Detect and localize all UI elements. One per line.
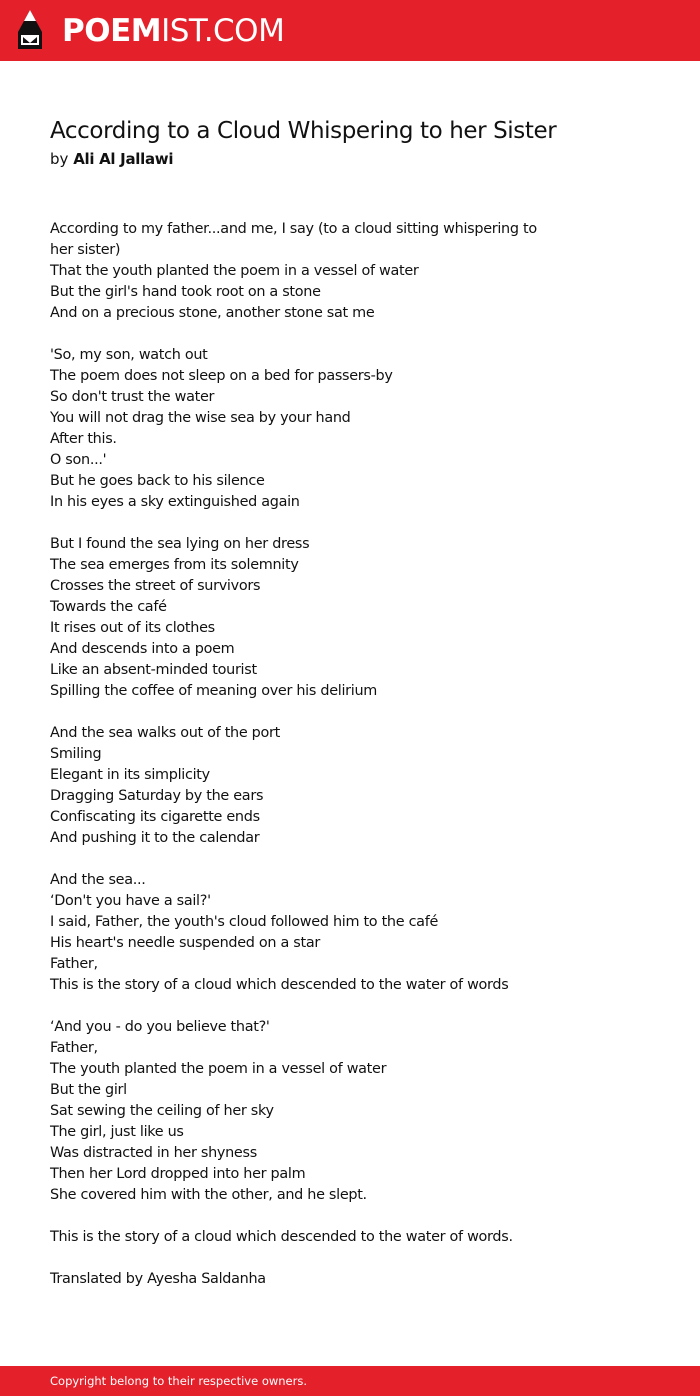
stanza-break xyxy=(50,324,650,345)
stanza-break xyxy=(50,996,650,1017)
poem-line: And descends into a poem xyxy=(50,641,235,657)
poem-line: Dragging Saturday by the ears xyxy=(50,788,264,804)
poem-line: Then her Lord dropped into her palm xyxy=(50,1166,306,1182)
poem-line: Crosses the street of survivors xyxy=(50,578,261,594)
poem-line: This is the story of a cloud which descended to the water of words. xyxy=(50,1229,513,1245)
poem-line: But he goes back to his silence xyxy=(50,473,265,489)
poem-line: The girl, just like us xyxy=(50,1124,184,1140)
poem-line: Smiling xyxy=(50,746,102,762)
poem-line: Sat sewing the ceiling of her sky xyxy=(50,1103,274,1119)
site-logo[interactable] xyxy=(62,12,284,50)
poem-line: But the girl's hand took root on a stone xyxy=(50,284,321,300)
poem-line: her sister) xyxy=(50,242,121,258)
poem-line: According to my father...and me, I say (to a cloud sitting whispering to xyxy=(50,221,537,237)
byline xyxy=(50,148,173,170)
poem-line: His heart's needle suspended on a star xyxy=(50,935,320,951)
poem-line: Like an absent-minded tourist xyxy=(50,662,257,678)
stanza-break xyxy=(50,849,650,870)
poem-line: So don't trust the water xyxy=(50,389,215,405)
poem-line: Towards the café xyxy=(50,599,167,615)
poem-line: ‘And you - do you believe that?' xyxy=(50,1019,270,1035)
poem-line: The sea emerges from its solemnity xyxy=(50,557,299,573)
poem-line: It rises out of its clothes xyxy=(50,620,215,636)
poem-line: The youth planted the poem in a vessel of water xyxy=(50,1061,387,1077)
logo-text-bold: POEM xyxy=(62,13,162,49)
poem-line: And the sea walks out of the port xyxy=(50,725,280,741)
poem-line: Confiscating its cigarette ends xyxy=(50,809,260,825)
poem-line: Was distracted in her shyness xyxy=(50,1145,257,1161)
stanza-break xyxy=(50,513,650,534)
poem-line: And pushing it to the calendar xyxy=(50,830,260,846)
poem-line: But the girl xyxy=(50,1082,127,1098)
logo-text-light: IST.COM xyxy=(161,13,285,49)
stanza-break xyxy=(50,702,650,723)
poem-line: Father, xyxy=(50,956,98,972)
poem-line: And the sea... xyxy=(50,872,146,888)
poem-title: According to a Cloud Whispering to her Sister xyxy=(50,118,557,144)
poem-line: The poem does not sleep on a bed for passers-by xyxy=(50,368,393,384)
poem-body xyxy=(50,219,650,1290)
poem-line: But I found the sea lying on her dress xyxy=(50,536,310,552)
poem-line: She covered him with the other, and he slept. xyxy=(50,1187,367,1203)
stanza-break xyxy=(50,1206,650,1227)
stanza-break xyxy=(50,1248,650,1269)
site-footer xyxy=(0,1366,700,1396)
poem-line: I said, Father, the youth's cloud followed him to the café xyxy=(50,914,439,930)
poem-line: And on a precious stone, another stone sat me xyxy=(50,305,375,321)
poem-line: Spilling the coffee of meaning over his delirium xyxy=(50,683,377,699)
poem-line: Elegant in its simplicity xyxy=(50,767,210,783)
by-label: by xyxy=(50,150,69,168)
poem-line: 'So, my son, watch out xyxy=(50,347,208,363)
site-header xyxy=(0,0,700,61)
poem-line: In his eyes a sky extinguished again xyxy=(50,494,300,510)
pencil-tip-icon[interactable] xyxy=(17,9,43,52)
poem-line: That the youth planted the poem in a vessel of water xyxy=(50,263,419,279)
poem-line: Translated by Ayesha Saldanha xyxy=(50,1271,266,1287)
poem-line: You will not drag the wise sea by your hand xyxy=(50,410,351,426)
poem-line: After this. xyxy=(50,431,117,447)
poem-line: This is the story of a cloud which descended to the water of words xyxy=(50,977,509,993)
copyright-text: Copyright belong to their respective owners. xyxy=(50,1374,308,1388)
poem-line: ‘Don't you have a sail?' xyxy=(50,893,211,909)
author-name[interactable]: Ali Al Jallawi xyxy=(73,150,174,168)
poem-line: O son...' xyxy=(50,452,107,468)
poem-line: Father, xyxy=(50,1040,98,1056)
